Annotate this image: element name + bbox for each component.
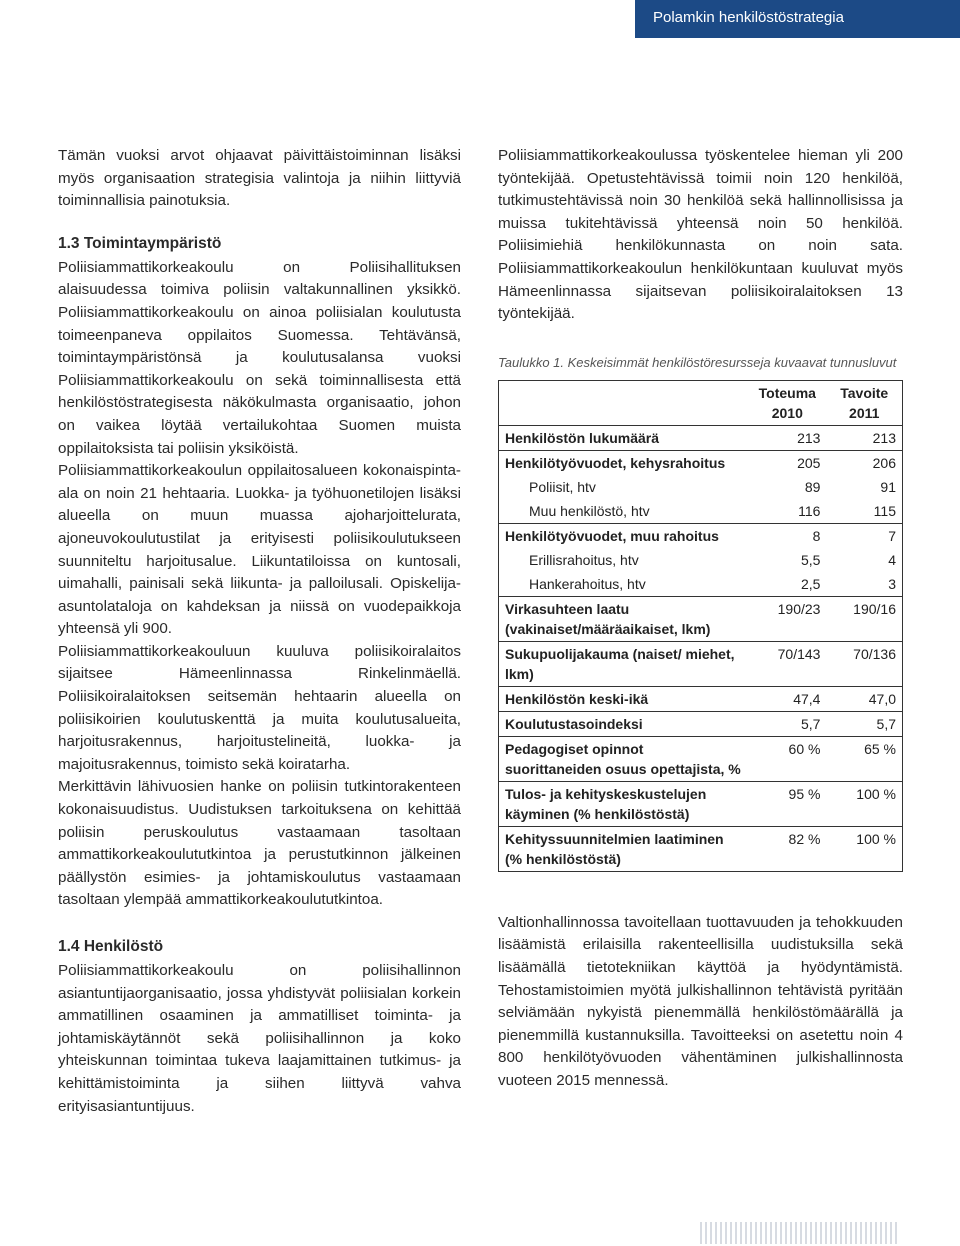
value-2011: 115 bbox=[826, 499, 902, 524]
value-2010: 205 bbox=[748, 450, 826, 475]
table-row bbox=[499, 548, 903, 572]
value-2010: 89 bbox=[804, 478, 821, 495]
table-row bbox=[499, 475, 903, 499]
value-2011: 100 % bbox=[826, 781, 902, 826]
decorative-stripes bbox=[700, 1222, 900, 1244]
table-row bbox=[499, 711, 903, 736]
row-label: Kehityssuunnitelmien laatiminen (% henkilöstöstä) bbox=[499, 826, 749, 871]
row-label: Hankerahoitus, htv bbox=[499, 572, 749, 597]
row-label: Poliisit, htv bbox=[499, 475, 749, 499]
header-title: Polamkin henkilöstöstrategia bbox=[653, 9, 844, 26]
value-2011: 3 bbox=[826, 572, 902, 597]
value-2011: 190/16 bbox=[826, 596, 902, 641]
value-2011: 4 bbox=[826, 548, 902, 572]
row-label: Henkilötyövuodet, muu rahoitus bbox=[499, 523, 749, 548]
paragraph: Poliisiammattikorkeakoulussa työskentelee hieman yli 200 työntekijää. Opetustehtävissä toimii noin 120 henkilöä, tutkimustehtävissä noin 30 henkilöä sekä hallinnollisissa ja muissa tukitehtävissä yhteensä noin 50 henkilöä. Poliisimiehiä henkilökunnasta on noin sata. Poliisiammattikorkeakoulun henkilökuntaan kuuluvat myös Hämeenlinnassa sijaitsevan poliisikoiralaitoksen 13 työntekijää. bbox=[498, 147, 903, 323]
value-2010: 95 % bbox=[748, 781, 826, 826]
value-2011: 65 % bbox=[826, 736, 902, 781]
row-label: Tulos- ja kehityskeskustelujen käyminen (% henkilöstöstä) bbox=[499, 781, 749, 826]
row-label: Sukupuolijakauma (naiset/ miehet, lkm) bbox=[499, 641, 749, 686]
value-2011: 91 bbox=[826, 475, 902, 499]
paragraph: Merkittävin lähivuosien hanke on poliisin tutkintorakenteen kokonaisuudistus. Uudistuksen tarkoituksena on kehittää poliisin peruskoulutus vastaamaan tasoltaan ammattikorkeakoulututkintoa ja perustutkinnon jälkeinen päällystön esimies- ja johtamiskoulutus vastaamaan tasoltaan ylempää ammattikorkeakoulututkintoa. bbox=[58, 778, 461, 909]
row-label: Erillisrahoitus, htv bbox=[499, 548, 749, 572]
table-row bbox=[499, 499, 903, 524]
table-row bbox=[499, 596, 903, 641]
section-heading-toimintaymparisto: 1.3 Toimintaympäristö bbox=[58, 234, 222, 252]
row-label: Henkilötyövuodet, kehysrahoitus bbox=[499, 450, 749, 475]
value-2010: 190/23 bbox=[748, 596, 826, 641]
header-band bbox=[635, 0, 960, 38]
value-2010: 8 bbox=[748, 523, 826, 548]
row-label: Koulutustasoindeksi bbox=[499, 711, 749, 736]
value-2010: 213 bbox=[748, 425, 826, 450]
value-2010: 47,4 bbox=[748, 686, 826, 711]
table-row bbox=[499, 641, 903, 686]
table-body bbox=[499, 425, 903, 871]
value-2011: 5,7 bbox=[826, 711, 902, 736]
value-2011: 213 bbox=[826, 425, 902, 450]
value-2011: 206 bbox=[826, 450, 902, 475]
table-row bbox=[499, 450, 903, 475]
value-2010: 116 bbox=[748, 499, 826, 524]
paragraph: Valtionhallinnossa tavoitellaan tuottavuuden ja tehokkuuden lisäämistä erilaisilla rakenteellisilla uudistuksilla sekä lisäämällä tietotekniikan käyttöä ja hyödyntämistä. Tehostamistoimien myötä julkishallinnon tehtävistä pyritään selviämään nykyistä pienemmällä henkilöstömäärällä ja pienemmillä kustannuksilla. Tavoitteeksi on asetettu noin 4 800 henkilötyövuoden vähentäminen julkishallinnosta vuoteen 2015 mennessä. bbox=[498, 913, 903, 1089]
row-label: Virkasuhteen laatu (vakinaiset/määräaikaiset, lkm) bbox=[499, 596, 749, 641]
paragraph: Poliisiammattikorkeakoulu on Poliisihallituksen alaisuudessa toimiva poliisin valtakunnallinen yksikkö. Poliisiammattikorkeakoulu on ainoa poliisialan koulutusta toimeenpaneva oppilaitos Suomessa. Tehtävänsä, toimintaympäristönsä ja koulutusalansa vuoksi Poliisiammattikorkeakoulu on sekä toiminnallisesta että henkilöstöstrategisesta näkökulmasta organisaatio, johon on vaikea löytää vertailukohtaa Suomen muista oppilaitoksista tai poliisin yksiköistä. bbox=[58, 258, 461, 457]
paragraph: Poliisiammattikorkeakoulun oppilaitosalueen kokonaispinta-ala on noin 21 hehtaaria. Luokka- ja työhuonetilojen lisäksi alueella on muun muassa ajoharjoittelurata, ajoneuvokoulutustilat ja erityisesti poliisikoulutukseen suunniteltu harjoitusalue. Liikuntatiloissa on kuntosali, uimahalli, painisali sekä liikunta- ja palloilusali. Opiskelija-asuntolataloja on kahdeksan ja niissä on vuodepaikkoja yhteensä yli 900. bbox=[58, 462, 461, 638]
value-2011: 70/136 bbox=[826, 641, 902, 686]
paragraph: Poliisiammattikorkeakoulu on poliisihallinnon asiantuntijaorganisaatio, jossa yhdistyvät poliisialan korkein ammatillinen osaaminen ja ammatilliset toiminta- ja johtamiskäytännöt sekä poliisihallinnon ja koko yhteiskunnan toimintaa tukeva laajamittainen tutkimus- ja kehittämistoiminta ja siihen liittyvä vahva erityisasiantuntijuus. bbox=[58, 962, 461, 1115]
table-header-empty bbox=[499, 380, 749, 425]
table-row bbox=[499, 572, 903, 597]
right-column bbox=[498, 145, 903, 1093]
intro-paragraph: Tämän vuoksi arvot ohjaavat päivittäistoiminnan lisäksi myös organisaation strategisia valintoja ja niihin liittyviä toiminnallisia painotuksia. bbox=[58, 147, 461, 210]
table-row bbox=[499, 826, 903, 871]
value-2011: 7 bbox=[826, 523, 902, 548]
table-row bbox=[499, 425, 903, 450]
value-2011: 100 % bbox=[826, 826, 902, 871]
value-2011: 47,0 bbox=[826, 686, 902, 711]
table-row bbox=[499, 736, 903, 781]
left-column bbox=[58, 145, 461, 1118]
row-label: Pedagogiset opinnot suorittaneiden osuus opettajista, % bbox=[499, 736, 749, 781]
table-header-2011: Tavoite 2011 bbox=[826, 380, 902, 425]
table-header-2010: Toteuma 2010 bbox=[748, 380, 826, 425]
value-2010: 5,7 bbox=[748, 711, 826, 736]
table-row bbox=[499, 523, 903, 548]
value-2010: 2,5 bbox=[748, 572, 826, 597]
table-header-row bbox=[499, 380, 903, 425]
value-2010: 60 % bbox=[748, 736, 826, 781]
value-2010: 5,5 bbox=[800, 551, 821, 568]
section-heading-henkilosto: 1.4 Henkilöstö bbox=[58, 938, 164, 955]
row-label: Henkilöstön keski-ikä bbox=[499, 686, 749, 711]
value-2010: 70/143 bbox=[748, 641, 826, 686]
personnel-table bbox=[498, 380, 903, 872]
paragraph: Poliisiammattikorkeakouluun kuuluva poliisikoiralaitos sijaitsee Hämeenlinnassa Rinkelinmäellä. Poliisikoiralaitoksen seitsemän hehtaarin alueella on poliisikoirien koulutuskenttä ja muita koulutusalueita, harjoitusrakennus, harjoitustelineitä, luokka- ja majoitusrakennus, toimisto sekä koiratarha. bbox=[58, 642, 461, 773]
value-2010: 82 % bbox=[748, 826, 826, 871]
table-row bbox=[499, 686, 903, 711]
table-caption: Taulukko 1. Keskeisimmät henkilöstöresursseja kuvaavat tunnusluvut bbox=[498, 354, 897, 370]
row-label: Henkilöstön lukumäärä bbox=[499, 425, 749, 450]
row-label: Muu henkilöstö, htv bbox=[499, 499, 749, 524]
table-row bbox=[499, 781, 903, 826]
